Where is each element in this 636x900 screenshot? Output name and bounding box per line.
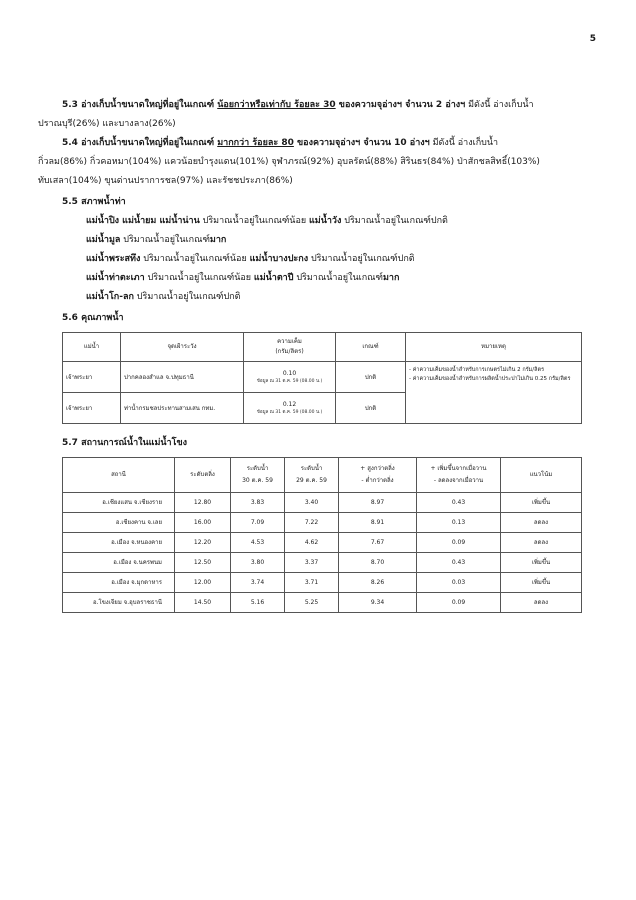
s55-l5b: ปริมาณน้ำอยู่ในเกณฑ์ปกติ: [133, 292, 241, 302]
cell-bank: 14.50: [175, 593, 231, 613]
s54-bold1: อ่างเก็บน้ำขนาดใหญ่ที่อยู่ในเกณฑ์: [81, 138, 218, 148]
s56-heading: 5.6 คุณภาพน้ำ: [62, 313, 124, 323]
table-row: [63, 362, 582, 393]
col-bank: ระดับตลิ่ง: [175, 458, 231, 493]
cell-l2: 3.37: [285, 553, 339, 573]
s55-l4b: ปริมาณน้ำอยู่ในเกณฑ์น้อย: [144, 273, 254, 283]
salinity-date: ข้อมูล ณ 31 ต.ค. 59 (08.00 น.): [256, 379, 323, 384]
cell-l1: 7.09: [231, 513, 285, 533]
s54-bold2: ของความจุอ่างฯ จำนวน 10 อ่างฯ: [293, 138, 430, 148]
cell-chg: 0.09: [417, 593, 501, 613]
s55-l3b: ปริมาณน้ำอยู่ในเกณฑ์น้อย: [140, 254, 250, 264]
s53-underlined: น้อยกว่าหรือเท่ากับ ร้อยละ 30: [217, 100, 336, 110]
note-tap-water: - ค่าความเค็มของน้ำสำหรับการผลิตน้ำประปาไม่เกิน 0.25 กรัม/ลิตร: [409, 376, 571, 382]
cell-trend: ลดลง: [501, 513, 582, 533]
table-row: [63, 513, 582, 533]
river-ping-yom-nan: แม่น้ำปิง แม่น้ำยม แม่น้ำน่าน: [86, 216, 200, 226]
col-level-29: [285, 458, 339, 493]
s55-l3d: ปริมาณน้ำอยู่ในเกณฑ์ปกติ: [308, 254, 415, 264]
cell-l1: 5.16: [231, 593, 285, 613]
cell-chg: 0.43: [417, 553, 501, 573]
cell-river: เจ้าพระยา: [63, 393, 121, 424]
s53-bold1: อ่างเก็บน้ำขนาดใหญ่ที่อยู่ในเกณฑ์: [81, 100, 218, 110]
river-tapi: แม่น้ำตาปี: [253, 273, 294, 283]
salinity-date: ข้อมูล ณ 31 ต.ค. 59 (08.00 น.): [256, 410, 323, 415]
cell-river: เจ้าพระยา: [63, 362, 121, 393]
col-notes: หมายเหตุ: [406, 333, 582, 362]
table-header-row: [63, 333, 582, 362]
cell-diff: 8.97: [339, 493, 417, 513]
s57-heading: 5.7 สถานการณ์น้ำในแม่น้ำโขง: [62, 438, 187, 448]
diff-above: + สูงกว่าตลิ่ง: [360, 465, 395, 472]
river-bang-pakong: แม่น้ำบางปะกง: [249, 254, 309, 264]
col-river: แม่น้ำ: [63, 333, 121, 362]
cell-notes: [406, 362, 582, 424]
cell-chg: 0.09: [417, 533, 501, 553]
level-29-date: 29 ต.ค. 59: [296, 477, 327, 484]
cell-criteria: ปกติ: [336, 362, 406, 393]
page-number: 5: [589, 34, 596, 44]
cell-trend: เพิ่มขึ้น: [501, 493, 582, 513]
col-trend: แนวโน้ม: [501, 458, 582, 493]
water-quality-table: [62, 332, 582, 424]
river-tha-taphao: แม่น้ำท่าตะเภา: [86, 273, 145, 283]
cell-chg: 0.43: [417, 493, 501, 513]
s55-l1d: ปริมาณน้ำอยู่ในเกณฑ์ปกติ: [341, 216, 448, 226]
cell-station: อ.เมือง จ.มุกดาหาร: [63, 573, 175, 593]
cell-l1: 3.74: [231, 573, 285, 593]
s53-num: 5.3: [62, 100, 82, 110]
s54-num: 5.4: [62, 138, 82, 148]
s53-line2: ปราณบุรี(26%) และบางลาง(26%): [38, 119, 176, 129]
cell-point: ปากคลองสำแล จ.ปทุมธานี: [121, 362, 244, 393]
s54-line2: กิ่วลม(86%) กิ่วคอหมา(104%) แควน้อยบำรุงแดน(101%) จุฬาภรณ์(92%) อุบลรัตน์(88%) สิรินธร(84%) ป่าสักชลสิทธิ์(103%): [38, 157, 540, 167]
table-row: [63, 593, 582, 613]
cell-l2: 5.25: [285, 593, 339, 613]
salinity-unit: (กรัม/ลิตร): [275, 348, 304, 355]
table-row: [63, 553, 582, 573]
cell-diff: 8.91: [339, 513, 417, 533]
cell-station: อ.เมือง จ.นครพนม: [63, 553, 175, 573]
document-body: [38, 96, 582, 613]
change-down: - ลดลงจากเมื่อวาน: [433, 477, 484, 484]
level-30-label: ระดับน้ำ: [246, 465, 269, 472]
s55-l4e: มาก: [382, 273, 400, 283]
cell-bank: 12.20: [175, 533, 231, 553]
cell-point: ท่าน้ำกรมชลประทานสามเสน กทม.: [121, 393, 244, 424]
salinity-value: 0.12: [282, 401, 297, 408]
river-phra-sathueng: แม่น้ำพระสทึง: [86, 254, 141, 264]
table-row: [63, 573, 582, 593]
cell-bank: 12.80: [175, 493, 231, 513]
cell-bank: 12.50: [175, 553, 231, 573]
s55-l2c: มาก: [209, 235, 227, 245]
river-wang: แม่น้ำวัง: [308, 216, 342, 226]
s55-l1b: ปริมาณน้ำอยู่ในเกณฑ์น้อย: [199, 216, 309, 226]
cell-station: อ.โขงเจียม จ.อุบลราชธานี: [63, 593, 175, 613]
cell-chg: 0.13: [417, 513, 501, 533]
note-agriculture: - ค่าความเค็มของน้ำสำหรับการเกษตรไม่เกิน 2 กรัม/ลิตร: [409, 367, 545, 373]
cell-diff: 9.34: [339, 593, 417, 613]
s55-line1: [62, 212, 582, 231]
table-row: [63, 533, 582, 553]
col-point: จุดเฝ้าระวัง: [121, 333, 244, 362]
col-salinity: [244, 333, 336, 362]
level-29-label: ระดับน้ำ: [300, 465, 323, 472]
change-up: + เพิ่มขึ้นจากเมื่อวาน: [430, 465, 487, 472]
cell-diff: 8.26: [339, 573, 417, 593]
s54-underlined: มากกว่า ร้อยละ 80: [217, 138, 294, 148]
cell-salinity: [244, 393, 336, 424]
cell-diff: 7.67: [339, 533, 417, 553]
cell-l2: 4.62: [285, 533, 339, 553]
s54-line3: ทับเสลา(104%) ขุนด่านปราการชล(97%) และรัชชประภา(86%): [38, 176, 293, 186]
s55-line2: [62, 231, 582, 250]
cell-trend: ลดลง: [501, 593, 582, 613]
s55-heading: 5.5 สภาพน้ำท่า: [62, 197, 126, 207]
cell-l1: 4.53: [231, 533, 285, 553]
s55-line5: [62, 288, 582, 307]
cell-diff: 8.70: [339, 553, 417, 573]
cell-l1: 3.80: [231, 553, 285, 573]
s53-bold2: ของความจุอ่างฯ จำนวน 2 อ่างฯ: [335, 100, 466, 110]
cell-station: อ.เมือง จ.หนองคาย: [63, 533, 175, 553]
s55-l4d: ปริมาณน้ำอยู่ในเกณฑ์: [293, 273, 383, 283]
cell-station: อ.เชียงแสน จ.เชียงราย: [63, 493, 175, 513]
cell-l1: 3.83: [231, 493, 285, 513]
col-criteria: เกณฑ์: [336, 333, 406, 362]
cell-salinity: [244, 362, 336, 393]
col-change: [417, 458, 501, 493]
cell-trend: เพิ่มขึ้น: [501, 573, 582, 593]
salinity-value: 0.10: [282, 370, 297, 377]
cell-bank: 16.00: [175, 513, 231, 533]
cell-trend: ลดลง: [501, 533, 582, 553]
table-header-row: [63, 458, 582, 493]
s55-l2b: ปริมาณน้ำอยู่ในเกณฑ์: [120, 235, 210, 245]
s55-line3: [62, 250, 582, 269]
table-row: [63, 493, 582, 513]
s54-rest: มีดังนี้ อ่างเก็บน้ำ: [429, 138, 499, 148]
diff-below: - ต่ำกว่าตลิ่ง: [361, 477, 394, 484]
cell-l2: 3.40: [285, 493, 339, 513]
cell-criteria: ปกติ: [336, 393, 406, 424]
section-5-3: [62, 96, 582, 115]
cell-l2: 3.71: [285, 573, 339, 593]
col-diff-bank: [339, 458, 417, 493]
col-station: สถานี: [63, 458, 175, 493]
river-mun: แม่น้ำมูล: [86, 235, 121, 245]
cell-bank: 12.00: [175, 573, 231, 593]
s55-line4: [62, 269, 582, 288]
section-5-4: [62, 134, 582, 153]
level-30-date: 30 ต.ค. 59: [242, 477, 273, 484]
s53-rest: มีดังนี้ อ่างเก็บน้ำ: [465, 100, 534, 110]
mekong-table: [62, 457, 582, 613]
cell-trend: เพิ่มขึ้น: [501, 553, 582, 573]
cell-l2: 7.22: [285, 513, 339, 533]
col-level-30: [231, 458, 285, 493]
salinity-label: ความเค็ม: [277, 338, 302, 345]
river-kolok: แม่น้ำโก-ลก: [86, 292, 134, 302]
cell-chg: 0.03: [417, 573, 501, 593]
cell-station: อ.เชียงคาน จ.เลย: [63, 513, 175, 533]
